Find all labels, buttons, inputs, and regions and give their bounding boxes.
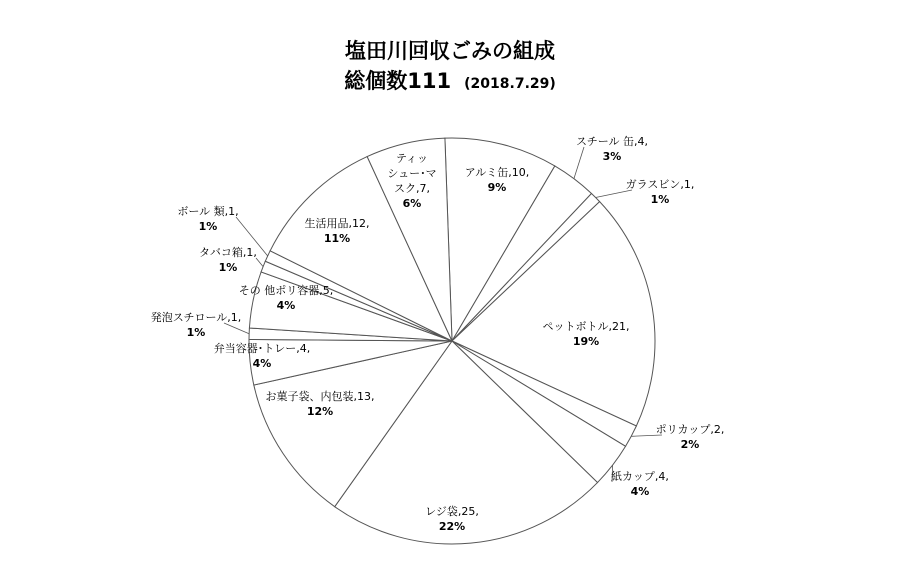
slice-percent-9: 4% [252,357,272,370]
slice-percent-1: 9% [487,181,507,194]
slice-percent-10: 1% [186,326,206,339]
slice-percent-8: 12% [306,405,334,418]
chart-title: 塩田川回収ごみの組成 [345,39,555,63]
slice-percent-14: 11% [323,232,351,245]
slice-label-2: スチール 缶,4, 3% [575,135,649,163]
slice-label-10: 発泡スチロール,1, 1% [150,311,242,339]
slice-label-14: 生活用品,12, 11% [304,217,370,245]
slice-percent-2: 3% [602,150,622,163]
chart-subtitle [344,69,556,93]
leader-line-3 [596,190,632,198]
slice-percent-11: 4% [276,299,296,312]
leader-line-12 [256,258,263,267]
slice-label-8: お菓子袋、内包装,13, 12% [265,390,375,418]
slice-percent-6: 4% [630,485,650,498]
slice-percent-13: 1% [198,220,218,233]
slice-label-11: その 他ポリ容器,5, 4% [238,284,334,312]
slice-label-6: 紙カップ,4, 4% [611,470,669,498]
slice-percent-4: 19% [572,335,600,348]
chart-subtitle-total: 総個数111 [344,69,452,93]
slice-label-12: タバコ箱,1, 1% [199,246,257,274]
slice-label-7: レジ袋,25, 22% [425,505,479,533]
chart-subtitle-date: (2018.7.29) [464,76,556,92]
slice-label-1: アルミ缶,10, 9% [464,166,530,194]
slice-percent-7: 22% [438,520,466,533]
slice-percent-15: 6% [402,197,422,210]
slice-percent-5: 2% [680,438,700,451]
slice-label-3: ガラスビン,1, 1% [625,178,695,206]
slice-percent-3: 1% [650,193,670,206]
slice-label-5: ポリカップ,2, 2% [655,423,725,451]
slice-label-15: ティッシュー･マスク,7, 6% [387,152,437,210]
slice-label-9: 弁当容器･トレー,4, 4% [213,342,311,370]
slice-percent-12: 1% [218,261,238,274]
slice-label-4: ペットボトル,21, 19% [542,320,630,348]
leader-line-10 [224,323,249,334]
leader-line-2 [574,147,584,179]
slice-label-13: ボール 類,1, 1% [177,205,239,233]
